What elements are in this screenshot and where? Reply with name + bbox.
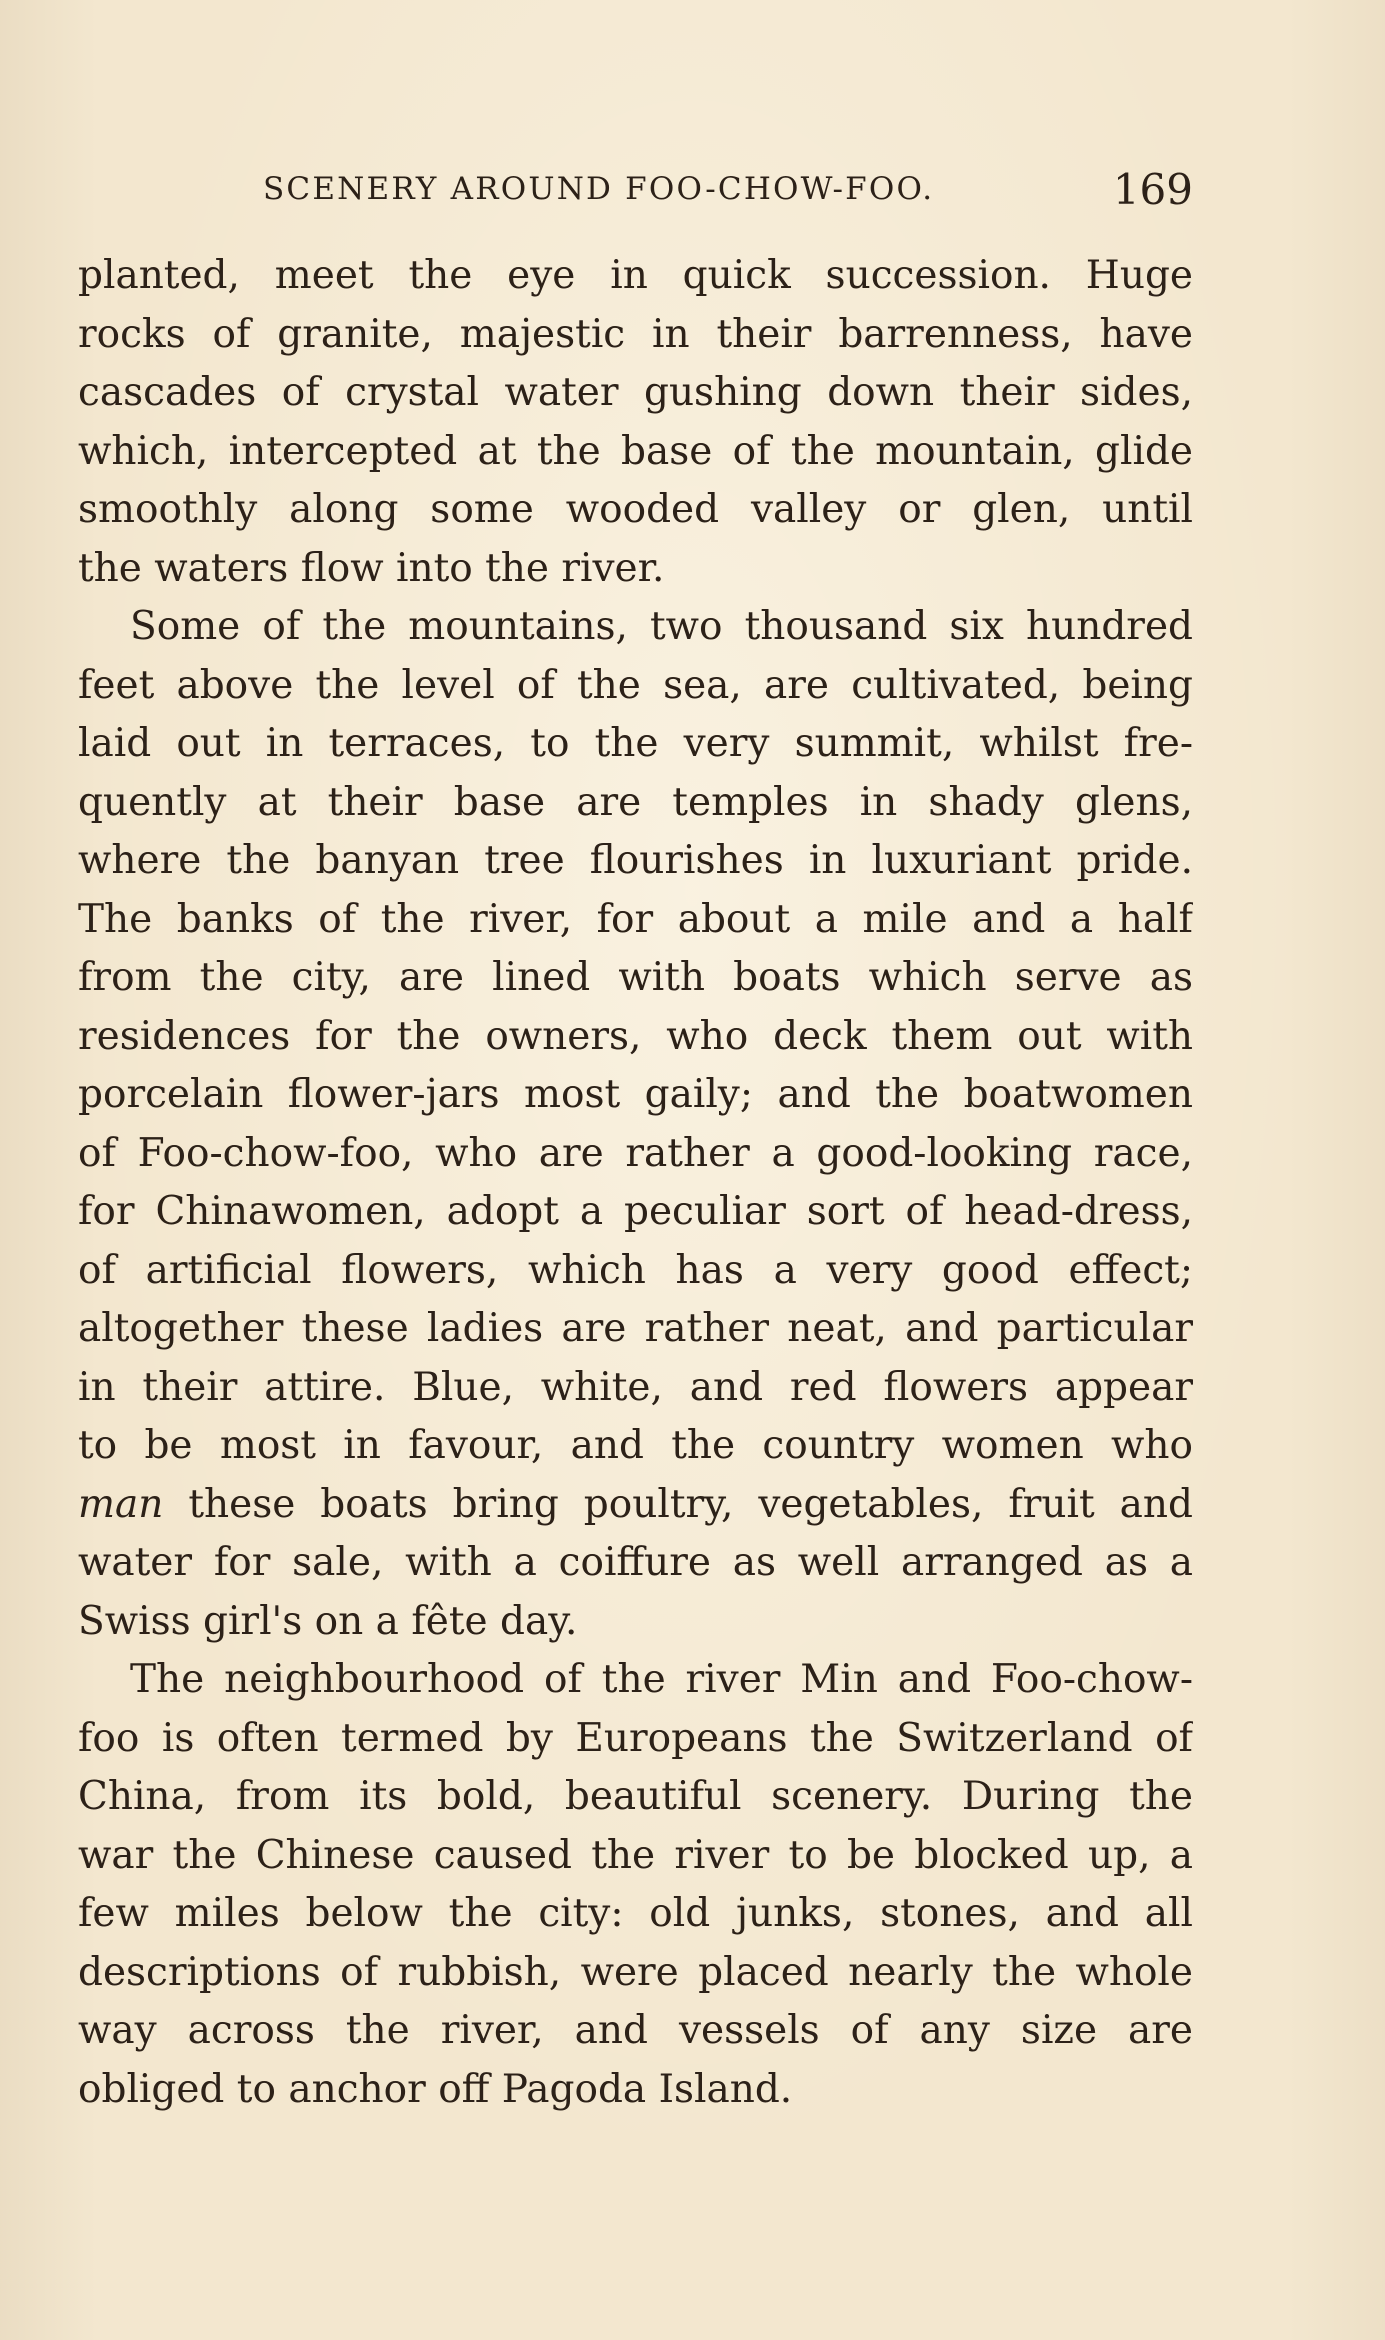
text-line-content: the waters flow into the river.: [78, 545, 665, 591]
text-line-content: from the city, are lined with boats which serve as: [78, 955, 1193, 1000]
text-line-content: these boats bring poultry, vegetables, fruit and: [188, 1481, 1193, 1527]
text-line: [78, 1183, 1193, 1242]
text-line-content: water for sale, with a coiffure as well arranged as a: [78, 1540, 1193, 1585]
text-line: [78, 423, 1193, 482]
text-line-content: cascades of crystal water gushing down their sides,: [78, 370, 1193, 415]
text-line-content: China, from its bold, beautiful scenery. During the: [78, 1774, 1193, 1819]
text-line-content: way across the river, and vessels of any size are: [78, 2008, 1193, 2053]
text-line-content: residences for the owners, who deck them out with: [78, 1013, 1193, 1059]
text-line: [78, 1593, 1193, 1652]
text-line-content: which, intercepted at the base of the mountain, glide: [78, 428, 1193, 474]
text-line: [78, 306, 1193, 365]
page-header: [263, 165, 1193, 219]
text-line: [78, 2061, 1193, 2120]
text-line: [78, 657, 1193, 716]
text-line: [78, 1885, 1193, 1944]
text-line-content: porcelain flower-jars most gaily; and the boatwomen: [78, 1072, 1193, 1117]
text-line-content: foo is often termed by Europeans the Switzerland of: [78, 1715, 1193, 1761]
text-line-content: of artificial flowers, which has a very good effect;: [78, 1247, 1193, 1293]
text-line-content: Swiss girl's on a fête day.: [78, 1598, 578, 1644]
text-line: [78, 1534, 1193, 1593]
text-line-content: quently at their base are temples in shady glens,: [78, 779, 1193, 825]
text-line-content: descriptions of rubbish, were placed nearly the whole: [78, 1949, 1193, 1995]
text-line: [78, 1008, 1193, 1067]
text-line-content: few miles below the city: old junks, stones, and all: [78, 1891, 1193, 1936]
text-line: [78, 949, 1193, 1008]
text-line: [78, 540, 1193, 599]
text-line-content: planted, meet the eye in quick succession. Huge: [78, 253, 1193, 298]
text-line: [78, 1359, 1193, 1418]
text-line: [78, 1300, 1193, 1359]
italic-word: man: [78, 1481, 164, 1527]
text-line: [78, 1417, 1193, 1476]
text-line: [78, 1710, 1193, 1769]
text-line-content: altogether these ladies are rather neat, and particular: [78, 1306, 1193, 1351]
running-head: SCENERY AROUND FOO-CHOW-FOO.: [263, 171, 935, 207]
text-line-content: smoothly along some wooded valley or glen, until: [78, 487, 1193, 532]
text-line: [78, 774, 1193, 833]
text-line: [78, 1651, 1193, 1710]
text-line: [78, 891, 1193, 950]
text-line-content: laid out in terraces, to the very summit, whilst fre-: [78, 721, 1193, 766]
text-line: [78, 1827, 1193, 1886]
text-line: [78, 1066, 1193, 1125]
text-line: [78, 1768, 1193, 1827]
text-line-content: rocks of granite, majestic in their barrenness, have: [78, 311, 1193, 357]
body-text: [78, 247, 1193, 2119]
text-line-content: to be most in favour, and the country women who: [78, 1423, 1193, 1468]
text-line: [78, 832, 1193, 891]
text-line-content: The banks of the river, for about a mile and a half: [78, 896, 1193, 942]
text-line-content: for Chinawomen, adopt a peculiar sort of head-dress,: [78, 1189, 1193, 1234]
text-line-content: feet above the level of the sea, are cultivated, being: [78, 662, 1193, 708]
text-line-content: The neighbourhood of the river Min and Foo-chow-: [130, 1657, 1193, 1702]
text-line: [78, 364, 1193, 423]
text-line: [78, 1242, 1193, 1301]
text-line: [78, 481, 1193, 540]
text-line: [78, 1476, 1193, 1535]
page-number: 169: [1112, 165, 1193, 214]
text-line: [78, 247, 1193, 306]
text-line: [78, 1944, 1193, 2003]
text-line-content: obliged to anchor off Pagoda Island.: [78, 2066, 793, 2112]
text-line-content: of Foo-chow-foo, who are rather a good-looking race,: [78, 1130, 1193, 1176]
text-line-content: where the banyan tree flourishes in luxuriant pride.: [78, 838, 1193, 883]
text-line-content: in their attire. Blue, white, and red flowers appear: [78, 1364, 1193, 1410]
text-line: [78, 715, 1193, 774]
text-line: [78, 598, 1193, 657]
text-line: [78, 2002, 1193, 2061]
text-line: [78, 1125, 1193, 1184]
text-line-content: war the Chinese caused the river to be blocked up, a: [78, 1832, 1193, 1878]
text-line-content: Some of the mountains, two thousand six hundred: [130, 604, 1193, 649]
